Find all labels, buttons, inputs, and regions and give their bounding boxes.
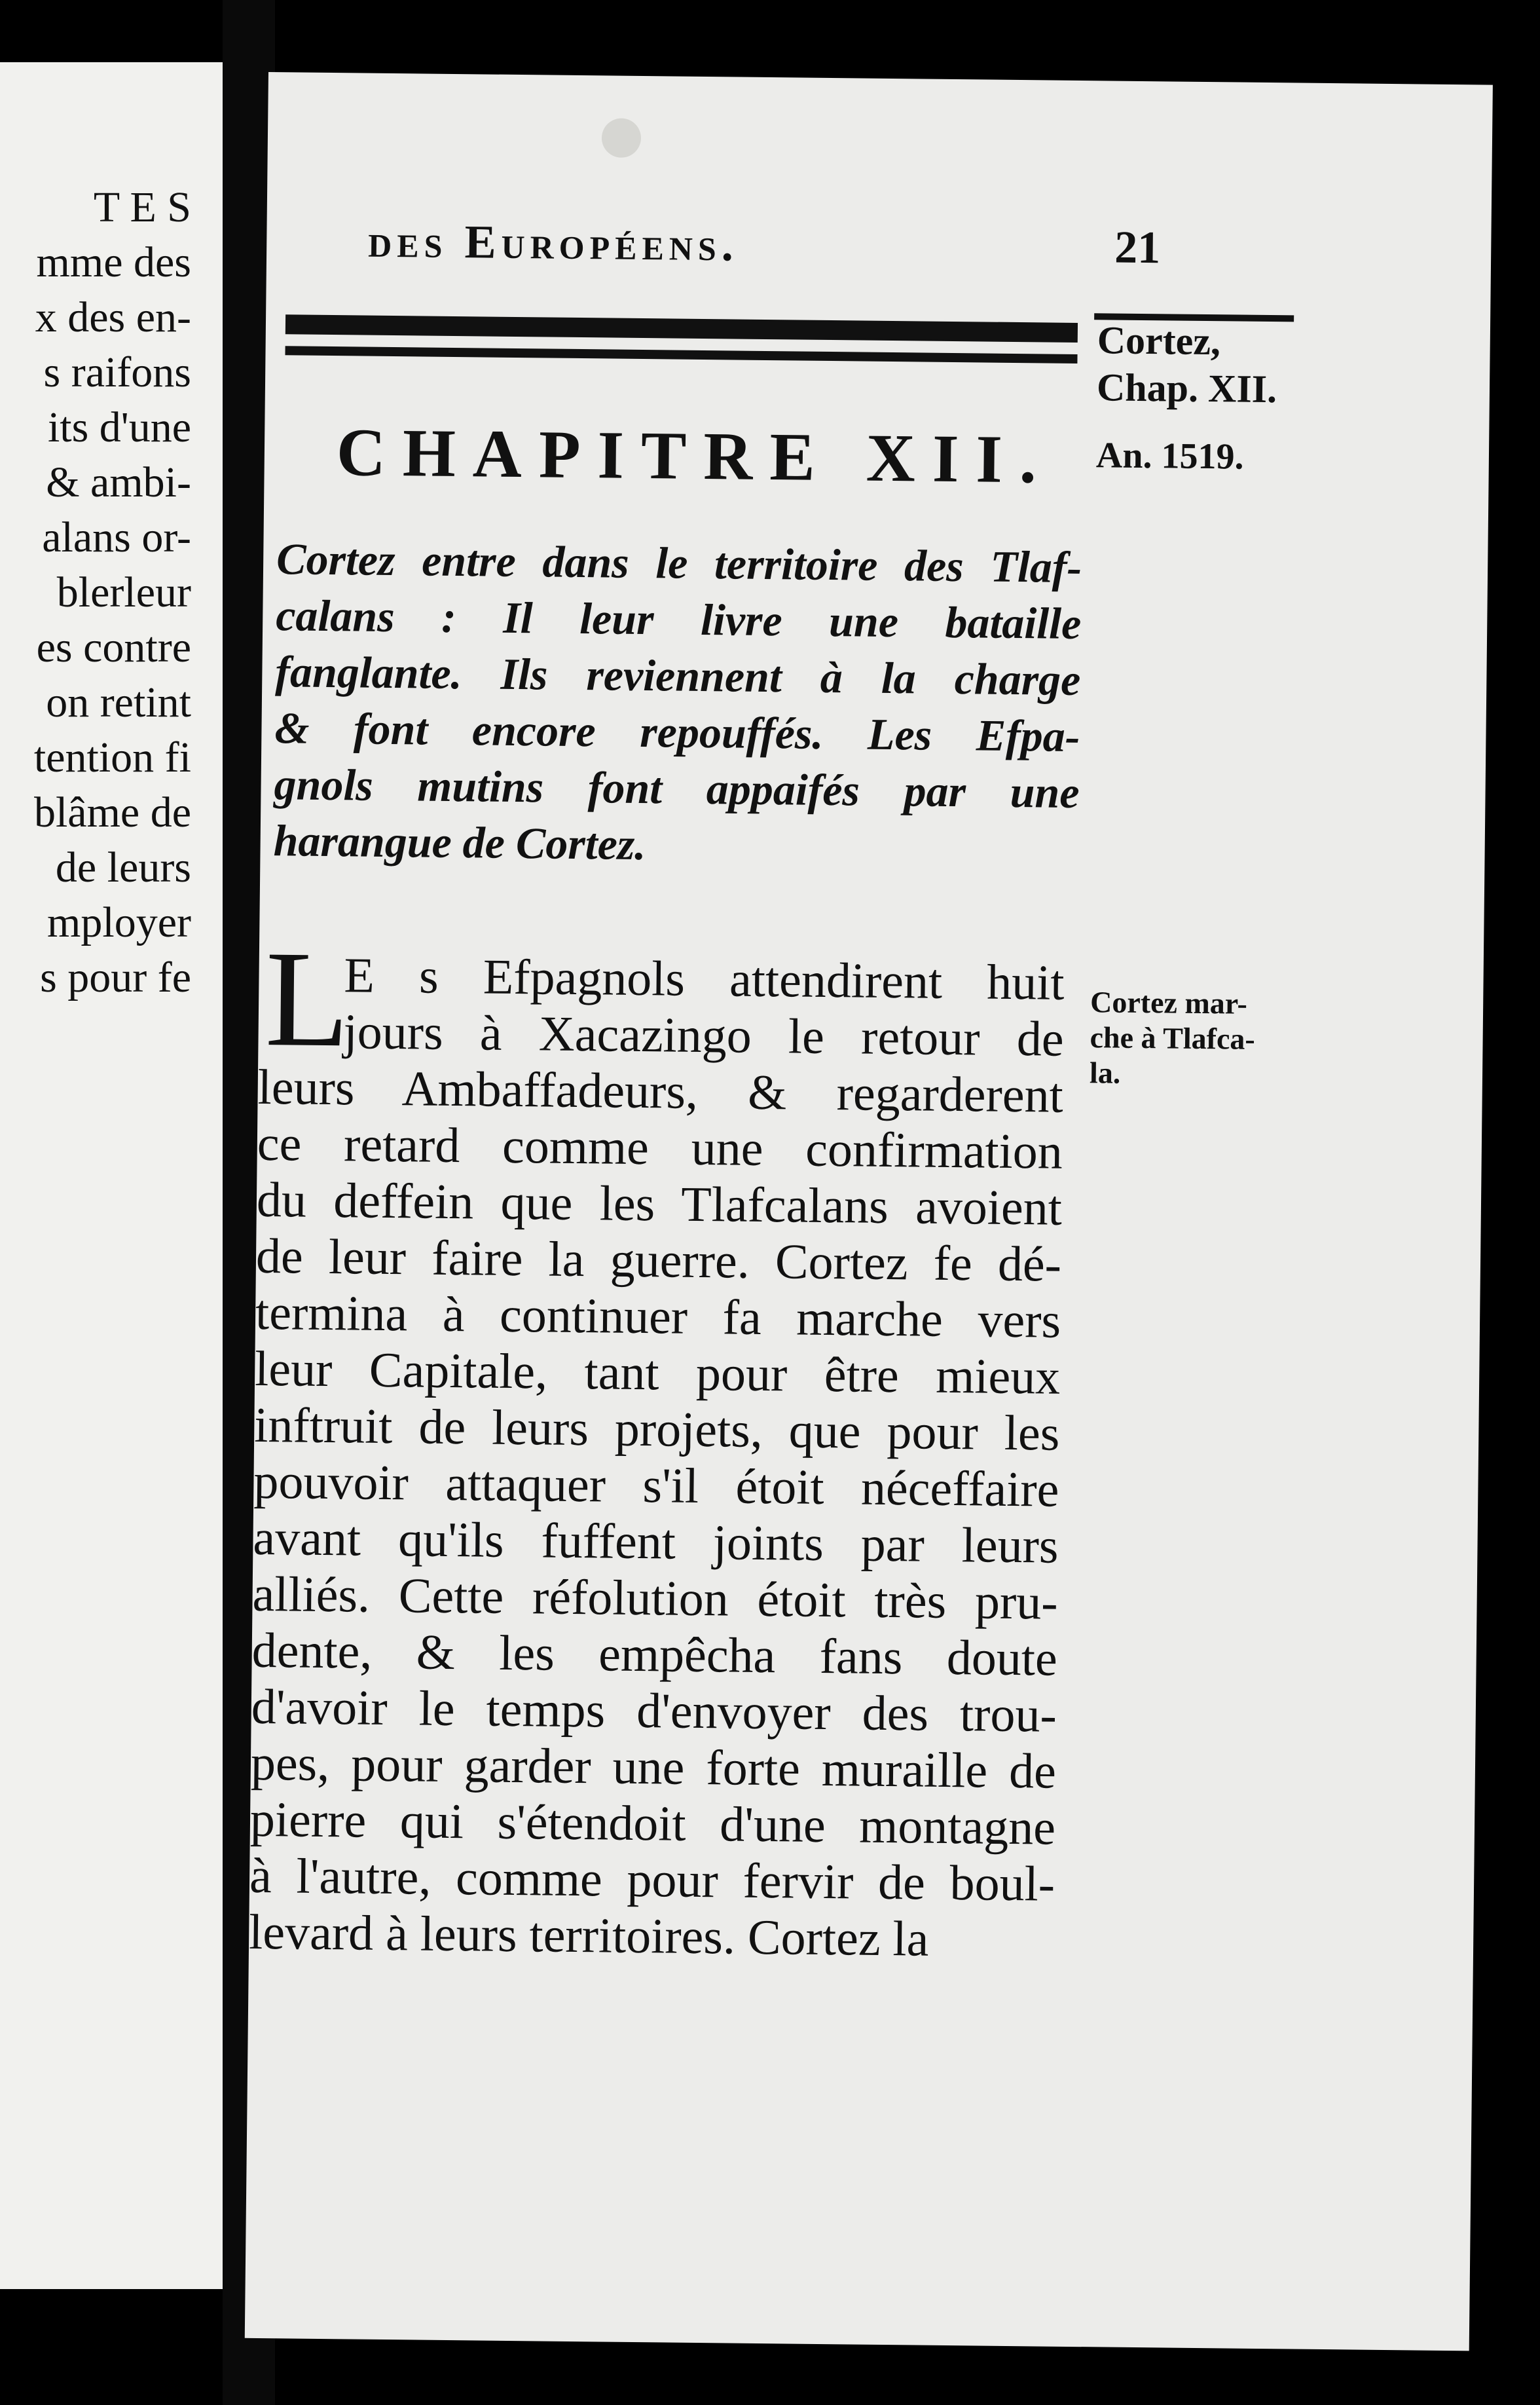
facing-line: s pour fe (40, 954, 191, 1001)
facing-line: tention fi (33, 734, 191, 781)
body-line: d'avoir le temps d'envoyer des trou- (251, 1679, 1057, 1743)
book-page (245, 72, 1493, 2351)
facing-line: on retint (46, 679, 191, 726)
body-line: pouvoir attaquer s'il étoit néceffaire (253, 1453, 1059, 1518)
facing-line: blâme de (33, 789, 191, 836)
body-line: dente, & les empêcha fans doute (251, 1622, 1058, 1687)
side-note-line: Cortez mar- (1090, 985, 1248, 1020)
body-line: alliés. Cette réfolution étoit très pru- (252, 1566, 1059, 1630)
side-note-line: che à Tlafca- (1090, 1020, 1255, 1056)
facing-line: es contre (36, 624, 191, 671)
facing-line: blerleur (56, 569, 191, 616)
facing-line: x des en- (35, 293, 191, 341)
header-rule-thick (285, 314, 1078, 343)
facing-page-text (34, 180, 191, 1005)
facing-line: mme des (36, 238, 191, 286)
body-line: de leur faire la guerre. Cortez fe dé- (255, 1228, 1062, 1292)
facing-line: alans or- (42, 513, 191, 561)
body-line: pierre qui s'étendoit d'une montagne (249, 1791, 1056, 1855)
chapter-summary (273, 531, 1082, 877)
summary-line: fanglante. Ils reviennent à la charge (275, 646, 1081, 705)
body-line: ce retard comme une confirmation (257, 1115, 1063, 1180)
body-line: pes, pour garder une forte muraille de (250, 1735, 1057, 1799)
summary-line: & font encore repouffés. Les Efpa- (274, 703, 1080, 762)
facing-line: mployer (47, 899, 191, 946)
body-line: du deffein que les Tlafcalans avoient (256, 1172, 1063, 1236)
margin-header-line: Chap. XII. (1096, 365, 1277, 411)
body-line: jours à Xacazingo le retour de (343, 1004, 1065, 1067)
facing-line: & ambi- (46, 458, 191, 506)
facing-page (0, 62, 223, 2289)
body-line: à l'autre, comme pour fervir de boul- (249, 1848, 1055, 1912)
facing-line: T E S (93, 183, 191, 231)
body-line: termina à continuer fa marche vers (255, 1284, 1061, 1349)
running-head (368, 214, 1351, 290)
side-note-line: la. (1089, 1056, 1121, 1090)
margin-header-line: Cortez, (1097, 318, 1221, 364)
page-number: 21 (1114, 222, 1161, 274)
summary-line: calans : Il leur livre une bataille (275, 590, 1082, 649)
body-line: inftruit de leurs projets, que pour les (253, 1397, 1060, 1461)
margin-year: An. 1519. (1095, 435, 1244, 477)
body-line: leur Capitale, tant pour être mieux (254, 1341, 1061, 1405)
body-line: levard à leurs territoires. Cortez la (248, 1904, 929, 1967)
margin-header (1097, 316, 1278, 413)
drop-cap: L (264, 923, 350, 1076)
summary-line: harangue de Cortez. (273, 815, 646, 870)
summary-line: gnols mutins font appaifés par une (274, 759, 1080, 818)
body-line: avant qu'ils fuffent joints par leurs (253, 1510, 1059, 1574)
ornament-mark (602, 118, 642, 158)
summary-line: Cortez entre dans le territoire des Tlaf- (276, 534, 1082, 593)
chapter-title: CHAPITRE XII. (336, 415, 1054, 498)
header-rule-thin (285, 346, 1077, 364)
facing-line: de leurs (55, 844, 191, 891)
facing-line: its d'une (47, 403, 191, 451)
running-head-title: des Européens. (367, 214, 739, 271)
facing-line: s raifons (43, 348, 191, 396)
body-text (249, 946, 1065, 1969)
body-line: E s Efpagnols attendirent huit (344, 948, 1065, 1011)
side-note (1090, 984, 1256, 1092)
body-line: leurs Ambaffadeurs, & regarderent (257, 1059, 1064, 1123)
